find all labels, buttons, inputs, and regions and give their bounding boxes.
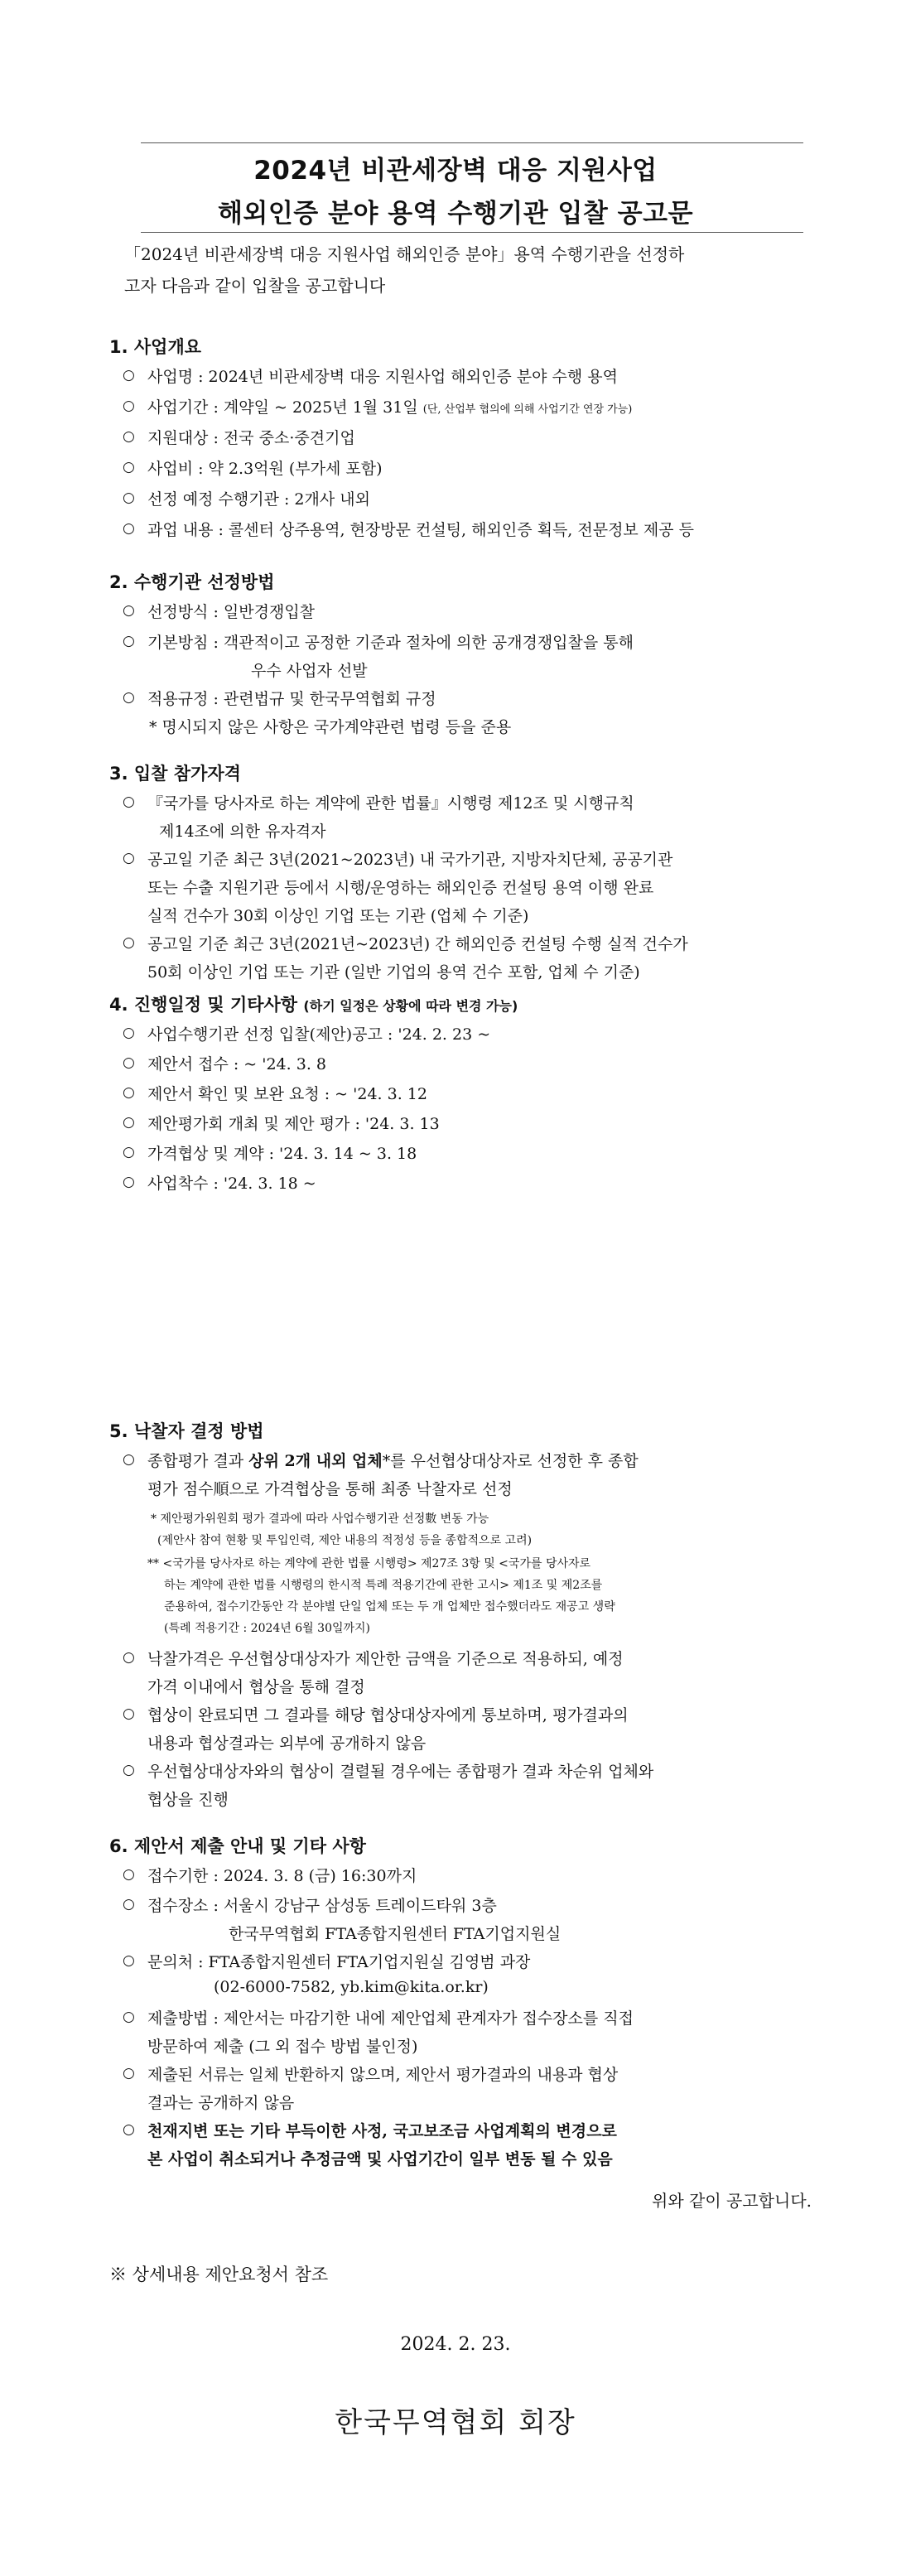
bullet-icon: ○ — [123, 398, 135, 414]
bullet-icon: ○ — [123, 850, 135, 866]
s5-note-1: * 제안평가위원회 평가 결과에 따라 사업수행기관 선정數 변동 가능 — [151, 1512, 489, 1526]
bullet-icon: ○ — [123, 2009, 135, 2025]
bullet-icon: ○ — [123, 1896, 135, 1913]
s6-item-3-cont: (02-6000-7582, yb.kim@kita.or.kr) — [214, 1978, 489, 1996]
s1-period-note: (단, 산업부 협의에 의해 사업기간 연장 가능) — [422, 403, 633, 416]
bullet-icon: ○ — [123, 633, 135, 649]
bullet-icon: ○ — [123, 1952, 135, 1969]
s2-item-2: 기본방침 : 객관적이고 공정한 기준과 절차에 의한 공개경쟁입찰을 통해 — [147, 634, 634, 652]
intro-line-2: 고자 다음과 같이 입찰을 공고합니다 — [124, 276, 386, 296]
title-line-1: 2024년 비관세장벽 대응 지원사업 — [253, 156, 658, 186]
s5-note-6: (특례 적용기간 : 2024년 6월 30일까지) — [164, 1622, 371, 1635]
s3-item-2-cont-2: 실적 건수가 30회 이상인 기업 또는 기관 (업체 수 기준) — [147, 907, 529, 925]
s5-note-3: ** <국가를 당사자로 하는 계약에 관한 법률 시행령> 제27조 3항 및 <국가를 당사자로 — [147, 1557, 591, 1570]
closing-statement: 위와 같이 공고합니다. — [652, 2191, 812, 2211]
s4-item-4: 제안평가회 개최 및 제안 평가 : '24. 3. 13 — [147, 1115, 440, 1133]
bullet-icon: ○ — [123, 2121, 135, 2138]
bullet-icon: ○ — [123, 459, 135, 475]
bullet-icon: ○ — [123, 520, 135, 537]
bullet-icon: ○ — [123, 428, 135, 445]
s5-item-4: 우선협상대상자와의 협상이 결렬될 경우에는 종합평가 결과 차순위 업체와 — [147, 1763, 654, 1781]
bullet-icon: ○ — [123, 2065, 135, 2082]
s4-item-1: 사업수행기관 선정 입찰(제안)공고 : '24. 2. 23 ~ — [147, 1025, 491, 1044]
bullet-icon: ○ — [123, 490, 135, 506]
s5-item-2-cont: 가격 이내에서 협상을 통해 결정 — [147, 1678, 365, 1696]
section-5-heading: 5. 낙찰자 결정 방법 — [109, 1421, 264, 1441]
s1-item-2-text: 사업기간 : 계약일 ~ 2025년 1월 31일 — [147, 398, 418, 417]
s6-item-6-cont: 본 사업이 취소되거나 추정금액 및 사업기간이 일부 변동 될 수 있음 — [147, 2150, 613, 2168]
bullet-icon: ○ — [123, 1144, 135, 1160]
s6-item-1: 접수기한 : 2024. 3. 8 (금) 16:30까지 — [147, 1867, 417, 1885]
section-4-note: (하기 일정은 상황에 따라 변경 가능) — [303, 998, 518, 1014]
bullet-icon: ○ — [123, 1705, 135, 1722]
s6-item-3: 문의처 : FTA종합지원센터 FTA기업지원실 김영범 과장 — [147, 1953, 531, 1971]
s5-item-4-cont: 협상을 진행 — [147, 1791, 229, 1809]
s5-item-2: 낙찰가격은 우선협상대상자가 제안한 금액을 기준으로 적용하되, 예정 — [147, 1650, 624, 1668]
bullet-icon: ○ — [123, 1649, 135, 1666]
bullet-icon: ○ — [123, 1114, 135, 1131]
s5-item-1-a: 종합평가 결과 — [147, 1452, 249, 1470]
bullet-icon: ○ — [123, 1174, 135, 1190]
s3-item-3-cont: 50회 이상인 기업 또는 기관 (일반 기업의 용역 건수 포함, 업체 수 기준) — [147, 963, 640, 982]
s1-item-4: 사업비 : 약 2.3억원 (부가세 포함) — [147, 460, 383, 478]
reference-note: ※ 상세내용 제안요청서 참조 — [109, 2265, 329, 2284]
bullet-icon: ○ — [123, 1762, 135, 1778]
section-2-heading: 2. 수행기관 선정방법 — [109, 572, 275, 592]
announcement-date: 2024. 2. 23. — [400, 2334, 511, 2355]
s6-item-2-cont: 한국무역협회 FTA종합지원센터 FTA기업지원실 — [229, 1925, 562, 1943]
s4-item-3: 제안서 확인 및 보완 요청 : ~ '24. 3. 12 — [147, 1085, 427, 1103]
s2-footnote: * 명시되지 않은 사항은 국가계약관련 법령 등을 준용 — [149, 718, 512, 736]
s3-item-3: 공고일 기준 최근 3년(2021년~2023년) 간 해외인증 컨설팅 수행 실적 건수가 — [147, 935, 688, 953]
section-4-title: 4. 진행일정 및 기타사항 — [109, 995, 298, 1015]
top-rule — [141, 142, 803, 143]
s3-item-2-cont-1: 또는 수출 지원기관 등에서 시행/운영하는 해외인증 컨설팅 용역 이행 완료 — [147, 879, 654, 897]
s6-item-5-cont: 결과는 공개하지 않음 — [147, 2094, 295, 2112]
signature-line: 한국무역협회 회장 — [335, 2406, 576, 2439]
s1-item-1: 사업명 : 2024년 비관세장벽 대응 지원사업 해외인증 분야 수행 용역 — [147, 368, 618, 386]
s6-item-2: 접수장소 : 서울시 강남구 삼성동 트레이드타워 3층 — [147, 1897, 497, 1915]
s5-item-3: 협상이 완료되면 그 결과를 해당 협상대상자에게 통보하며, 평가결과의 — [147, 1706, 629, 1725]
s5-item-1-cont: 평가 점수順으로 가격협상을 통해 최종 낙찰자로 선정 — [147, 1480, 513, 1498]
bullet-icon: ○ — [123, 367, 135, 384]
s5-note-4: 하는 계약에 관한 법률 시행령의 한시적 특례 적용기간에 관한 고시> 제1조 및 제2조를 — [164, 1579, 603, 1592]
intro-paragraph — [124, 239, 812, 301]
bullet-icon: ○ — [123, 1054, 135, 1071]
section-6-heading: 6. 제안서 제출 안내 및 기타 사항 — [109, 1836, 366, 1856]
s3-item-1: 『국가를 당사자로 하는 계약에 관한 법률』시행령 제12조 및 시행규칙 — [147, 794, 634, 813]
bullet-icon: ○ — [123, 1866, 135, 1883]
section-4-heading — [109, 991, 518, 1016]
s5-item-3-cont: 내용과 협상결과는 외부에 공개하지 않음 — [147, 1734, 427, 1753]
bullet-icon: ○ — [123, 602, 135, 619]
bullet-icon: ○ — [123, 1451, 135, 1468]
s4-item-2: 제안서 접수 : ~ '24. 3. 8 — [147, 1055, 326, 1073]
s6-item-4: 제출방법 : 제안서는 마감기한 내에 제안업체 관계자가 접수장소를 직접 — [147, 2009, 634, 2028]
s6-item-5: 제출된 서류는 일체 반환하지 않으며, 제안서 평가결과의 내용과 협상 — [147, 2066, 619, 2084]
bottom-rule — [141, 232, 803, 233]
s5-item-1 — [147, 1449, 639, 1471]
s1-item-5: 선정 예정 수행기관 : 2개사 내외 — [147, 490, 370, 509]
bullet-icon: ○ — [123, 689, 135, 706]
s2-item-1: 선정방식 : 일반경쟁입찰 — [147, 603, 316, 621]
bullet-icon: ○ — [123, 794, 135, 810]
s3-item-2: 공고일 기준 최근 3년(2021~2023년) 내 국가기관, 지방자치단체, 공공기관 — [147, 851, 673, 869]
s5-item-1-highlight: 상위 2개 내외 업체 — [248, 1452, 383, 1470]
s1-item-3: 지원대상 : 전국 중소·중견기업 — [147, 429, 355, 447]
title-line-2: 해외인증 분야 용역 수행기관 입찰 공고문 — [217, 199, 694, 229]
s6-item-4-cont: 방문하여 제출 (그 외 접수 방법 불인정) — [147, 2038, 418, 2056]
section-1-heading: 1. 사업개요 — [109, 337, 202, 357]
s1-item-6: 과업 내용 : 콜센터 상주용역, 현장방문 컨설팅, 해외인증 획득, 전문정보 제공 등 — [147, 521, 694, 539]
s5-item-1-b: *를 우선협상대상자로 선정한 후 종합 — [382, 1452, 639, 1470]
s5-note-5: 준용하여, 접수기간동안 각 분야별 단일 업체 또는 두 개 업체만 접수했더라도 재공고 생략 — [164, 1600, 615, 1614]
s2-item-3: 적용규정 : 관련법규 및 한국무역협회 규정 — [147, 690, 436, 708]
bullet-icon: ○ — [123, 934, 135, 951]
intro-line-1: 「2024년 비관세장벽 대응 지원사업 해외인증 분야」용역 수행기관을 선정하 — [124, 244, 685, 264]
bullet-icon: ○ — [123, 1025, 135, 1041]
s4-item-6: 사업착수 : '24. 3. 18 ~ — [147, 1175, 316, 1193]
s1-item-2 — [147, 395, 632, 417]
s2-item-2-cont: 우수 사업자 선발 — [251, 662, 368, 680]
s5-note-2: (제안사 참여 현황 및 투입인력, 제안 내용의 적정성 등을 종합적으로 고려) — [157, 1534, 533, 1547]
s3-item-1-cont: 제14조에 의한 유자격자 — [159, 822, 326, 841]
s6-item-6: 천재지변 또는 기타 부득이한 사정, 국고보조금 사업계획의 변경으로 — [147, 2122, 617, 2140]
section-3-heading: 3. 입찰 참가자격 — [109, 764, 241, 784]
s4-item-5: 가격협상 및 계약 : '24. 3. 14 ~ 3. 18 — [147, 1145, 417, 1163]
bullet-icon: ○ — [123, 1084, 135, 1101]
